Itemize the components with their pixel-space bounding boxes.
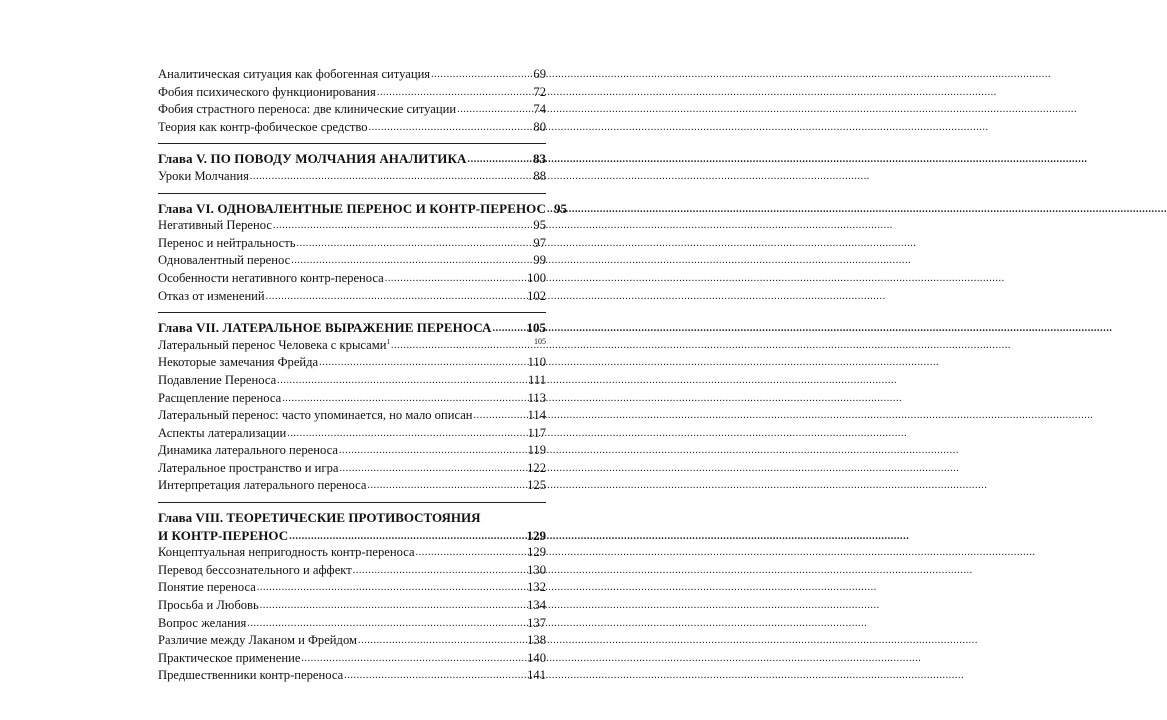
toc-entry-title: Некоторые замечания Фрейда (158, 355, 319, 370)
toc-entry (158, 442, 546, 460)
chapter-page: 105 (526, 320, 546, 336)
dot-leader (391, 336, 533, 355)
chapter-title: Глава VI. ОДНОВАЛЕНТНЫЕ ПЕРЕНОС И КОНТР-ПЕРЕНОС (158, 200, 547, 216)
chapter-page: 83 (533, 151, 546, 167)
toc-entry-page: 134 (527, 598, 546, 613)
toc-entry-title: Динамика латерального переноса (158, 443, 338, 458)
toc-entry-page: 137 (527, 615, 546, 630)
toc-entry (158, 252, 546, 270)
chapter-title-line2-row (158, 527, 546, 545)
dot-leader (416, 543, 527, 562)
toc-entry-title (158, 337, 390, 355)
toc-entry-title: Вопрос желания (158, 615, 247, 630)
dot-leader (297, 234, 533, 253)
toc-entry (158, 372, 546, 390)
toc-entry-title: Фобия психического функционирования (158, 84, 376, 99)
dot-leader (474, 406, 527, 425)
dot-leader (344, 666, 526, 685)
toc-entry (158, 650, 546, 668)
toc-entry (158, 667, 546, 685)
toc-entry-title: Фобия страстного переноса: две клинические ситуации (158, 102, 457, 117)
dot-leader (273, 216, 533, 235)
toc-entry-title: Латеральное пространство и игра (158, 460, 339, 475)
dot-leader (247, 614, 526, 633)
dot-leader (377, 83, 533, 102)
toc-entry-page: 97 (533, 235, 546, 250)
table-of-contents (158, 66, 568, 685)
toc-entry-title: Концептуальная непригодность контр-переноса (158, 545, 415, 560)
toc-entry-title: Предшественники контр-переноса (158, 668, 344, 683)
toc-entry (158, 544, 546, 562)
toc-entry (158, 615, 546, 633)
toc-entry-title: Аналитическая ситуация как фобогенная ситуация (158, 67, 431, 81)
toc-entry (158, 217, 546, 235)
dot-leader (282, 389, 526, 408)
toc-entry-page: 140 (527, 650, 546, 665)
section-divider (158, 502, 546, 503)
toc-entry-page: 100 (527, 270, 546, 285)
toc-entry (158, 597, 546, 615)
toc-entry-page: 138 (527, 633, 546, 648)
section-divider (158, 193, 546, 194)
toc-entry-title: Подавление Переноса (158, 372, 277, 387)
dot-leader (367, 476, 526, 495)
toc-entry-title: Аспекты латерализации (158, 425, 287, 440)
toc-entry (158, 425, 546, 443)
toc-entry-page: 110 (527, 355, 546, 370)
toc-entry-title: Особенности негативного контр-переноса (158, 270, 384, 285)
chapter-page: 129 (526, 527, 546, 543)
dot-leader (257, 578, 526, 597)
chapter-title-line2: И КОНТР-ПЕРЕНОС (158, 527, 289, 543)
toc-entry-title: Теория как контр-фобическое средство (158, 119, 368, 134)
toc-entry (158, 477, 546, 495)
toc-entry-page: 130 (527, 562, 546, 577)
toc-chapter-heading (158, 150, 546, 168)
toc-entry (158, 354, 546, 372)
toc-entry-page: 141 (527, 668, 546, 683)
toc-chapter-heading (158, 319, 546, 337)
toc-entry-title: Перенос и нейтральность (158, 235, 296, 250)
toc-entry-page: 69 (533, 67, 546, 81)
dot-leader (431, 65, 532, 84)
toc-entry (158, 288, 546, 306)
toc-entry-page: 122 (527, 460, 546, 475)
toc-entry (158, 390, 546, 408)
dot-leader (266, 287, 526, 306)
toc-entry-title: Просьба и Любовь (158, 598, 259, 613)
toc-entry-title: Отказ от изменений (158, 288, 265, 303)
toc-entry (158, 407, 546, 425)
dot-leader (339, 441, 527, 460)
toc-entry-page: 102 (527, 288, 546, 303)
chapter-title: Глава VII. ЛАТЕРАЛЬНОЕ ВЫРАЖЕНИЕ ПЕРЕНОСА (158, 320, 492, 336)
dot-leader (250, 167, 533, 186)
toc-entry-page: 125 (527, 478, 546, 493)
toc-chapter-heading (158, 200, 568, 218)
toc-chapter-heading (158, 509, 546, 544)
footnote-marker: 1 (386, 337, 390, 346)
dot-leader (385, 269, 526, 288)
toc-entry-page: 72 (533, 84, 546, 99)
dot-leader (260, 596, 526, 615)
toc-entry (158, 337, 546, 355)
dot-leader (457, 100, 532, 119)
toc-entry-page: 111 (528, 372, 546, 387)
toc-entry-page: 117 (527, 425, 546, 440)
section-divider (158, 312, 546, 313)
dot-leader (358, 631, 526, 650)
toc-entry-page: 95 (533, 218, 546, 233)
toc-entry-page: 129 (527, 545, 546, 560)
toc-entry (158, 168, 546, 186)
toc-entry (158, 579, 546, 597)
dot-leader (369, 118, 533, 137)
toc-entry (158, 270, 546, 288)
toc-entry-title: Расщепление переноса (158, 390, 282, 405)
dot-leader (353, 561, 526, 580)
toc-entry-page: 119 (527, 443, 546, 458)
toc-entry (158, 632, 546, 650)
toc-entry-page: 99 (533, 253, 546, 268)
toc-entry (158, 84, 546, 102)
toc-entry-page: 113 (527, 390, 546, 405)
toc-entry-title: Различие между Лаканом и Фрейдом (158, 633, 357, 648)
toc-entry-title: Понятие переноса (158, 580, 256, 595)
toc-entry-page: 132 (527, 580, 546, 595)
dot-leader (291, 251, 532, 270)
dot-leader (319, 353, 526, 372)
toc-entry (158, 235, 546, 253)
toc-entry-title: Перевод бессознательного и аффект (158, 562, 352, 577)
section-divider (158, 143, 546, 144)
toc-entry (158, 119, 546, 137)
dot-leader (547, 199, 553, 219)
dot-leader (301, 649, 526, 668)
chapter-title-line1: Глава VIII. ТЕОРЕТИЧЕСКИЕ ПРОТИВОСТОЯНИЯ (158, 510, 481, 526)
chapter-page: 95 (554, 200, 568, 216)
toc-entry-title: Уроки Молчания (158, 168, 249, 183)
toc-entry (158, 460, 546, 478)
dot-leader (339, 459, 526, 478)
toc-entry-title: Одновалентный перенос (158, 253, 291, 268)
dot-leader (287, 424, 526, 443)
toc-entry-page: 105 (534, 336, 546, 346)
toc-entry-title: Интерпретация латерального переноса (158, 478, 367, 493)
toc-entry-title: Негативный Перенос (158, 218, 272, 233)
toc-entry-page: 74 (533, 102, 546, 117)
toc-entry-title: Латеральный перенос: часто упоминается, но мало описан (158, 408, 473, 423)
toc-entry (158, 101, 546, 119)
chapter-title: Глава V. ПО ПОВОДУ МОЛЧАНИЯ АНАЛИТИКА (158, 151, 467, 167)
dot-leader (277, 371, 527, 390)
toc-entry-title-text: Латеральный перенос Человека с крысами (158, 337, 387, 352)
toc-entry-page: 88 (533, 168, 546, 183)
toc-entry-title: Практическое применение (158, 650, 301, 665)
toc-entry (158, 66, 546, 84)
toc-entry (158, 562, 546, 580)
toc-entry-page: 80 (533, 119, 546, 134)
toc-entry-page: 114 (527, 408, 546, 423)
